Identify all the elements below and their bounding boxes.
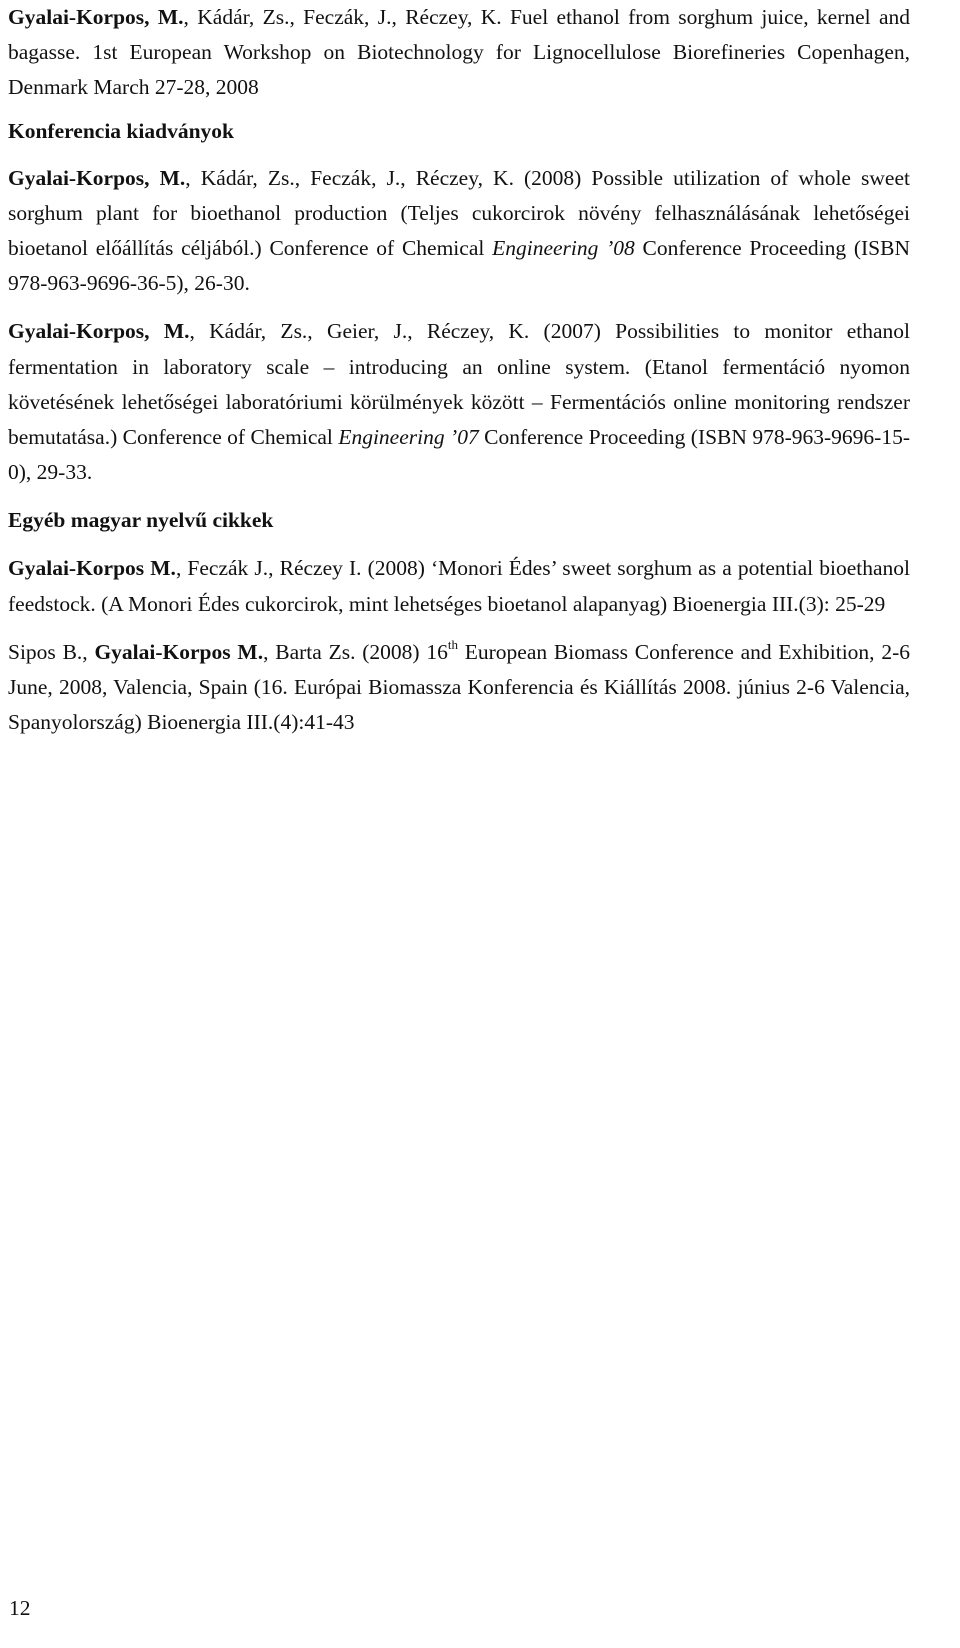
bold-author: Gyalai-Korpos, M. [8,165,186,190]
section-heading-konferencia: Konferencia kiadványok [8,118,234,143]
publication-entry-monori-edes [8,551,910,621]
bold-author: Gyalai-Korpos M. [8,556,176,581]
publication-entry-fermentation-monitoring [8,314,910,490]
entry-text: , Kádár, Zs., Geier, J., Réczey, K. (2007) Possibilities to monitor ethanol fermentation in laboratory scale – introducing an online system. (Etanol fermentáció nyomon követésének lehetőségei laboratóriumi körülmények között – Fermentációs online monitoring rendszer bemutatása.) Conference of Chemical [8,319,910,450]
document-page [8,0,910,740]
entry-text: , Kádár, Zs., Feczák, J., Réczey, K. Fuel ethanol from sorghum juice, kernel and bagasse. 1st European Workshop on Biotechnology for Lignocellulose Biorefineries Copenhagen, Denmark March 27-28, 2008 [8,5,910,100]
entry-text-tail: Conference Proceeding (ISBN 978-963-9696-15-0), 29-33. [8,425,910,485]
publication-entry-biomass-conference [8,635,910,741]
entry-text: , Feczák J., Réczey I. (2008) ‘Monori Édes’ sweet sorghum as a potential bioethanol feedstock. (A Monori Édes cukorcirok, mint lehetséges bioetanol alapanyag) Bioenergia III.(3): 25-29 [8,556,910,616]
page-number: 12 [9,1596,31,1620]
entry-text: , Kádár, Zs., Feczák, J., Réczey, K. (2008) Possible utilization of whole sweet sorghum plant for bioethanol production (Teljes cukorcirok növény felhasználásának lehetőségei bioetanol előállítás céljából.) Conference of Chemical [8,165,910,261]
ordinal-superscript: th [447,636,458,652]
publication-entry-sweet-sorghum-utilization [8,161,910,302]
entry-text-tail: Conference Proceeding (ISBN 978-963-9696-36-5), 26-30. [8,236,910,296]
italic-conference-name: Engineering ’07 [338,425,479,450]
bold-author: Gyalai-Korpos, M. [8,319,190,344]
bold-author: Gyalai-Korpos M. [94,639,264,664]
bold-author: Gyalai-Korpos, M. [8,5,184,29]
entry-lead-author: Sipos B., [8,639,95,664]
entry-text-tail: European Biomass Conference and Exhibition, 2-6 June, 2008, Valencia, Spain (16. Európai Biomassza Konferencia és Kiállítás 2008. június 2-6 Valencia, Spanyolország) Bioenergia III.(4):41-43 [8,639,910,735]
section-heading-egyeb: Egyéb magyar nyelvű cikkek [8,508,274,533]
publication-entry-fuel-ethanol [8,0,910,106]
entry-text: , Barta Zs. (2008) 16 [263,639,448,664]
italic-conference-name: Engineering ’08 [492,236,635,261]
